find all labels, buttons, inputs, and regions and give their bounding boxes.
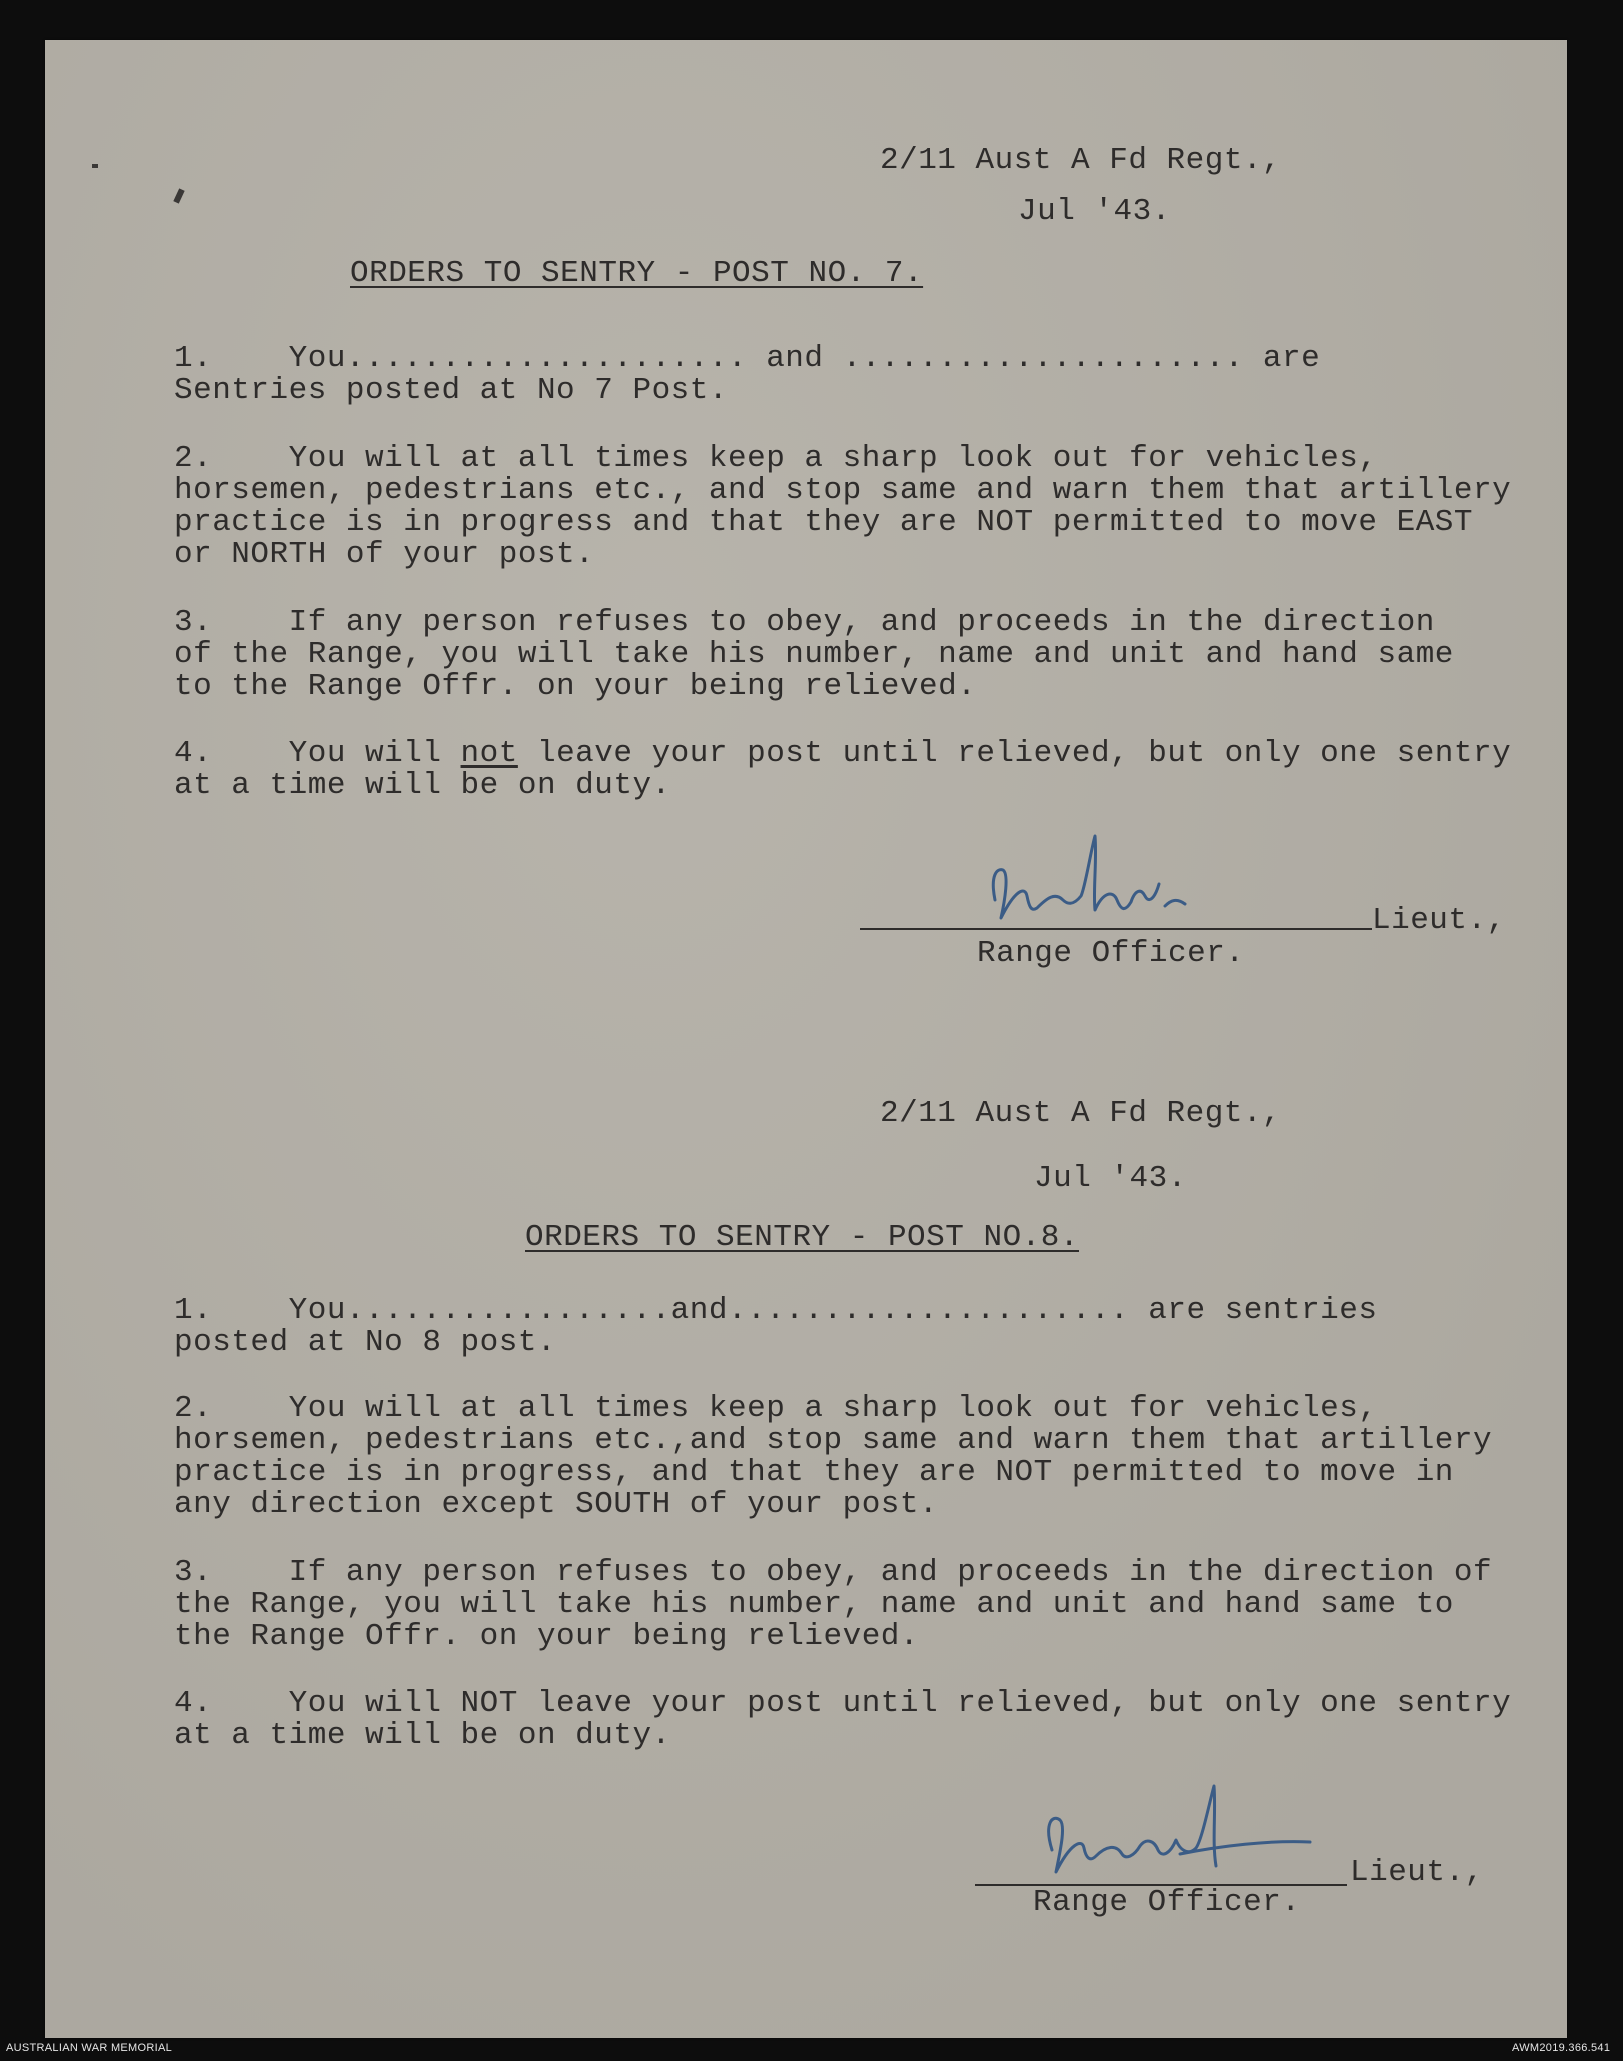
order7-rank: Lieut., [1372,903,1506,938]
order7-para4 [174,738,1594,802]
paper-speck [92,164,98,168]
order7-para4-emphasis: not [460,736,518,771]
paper-speck [173,188,184,203]
order8-para2: 2. You will at all times keep a sharp look out for vehicles, horsemen, pedestrians etc.,and stop same and warn them that artillery practice is in progress, and that they are NOT permitted to move in any direction except SOUTH of your post. [174,1391,1493,1522]
footer-catalogue-id: AWM2019.366.541 [1512,2042,1611,2054]
order7-title: ORDERS TO SENTRY - POST NO. 7. [350,256,924,291]
order7-para1-line1: 1. You..................... and ..................... are [174,341,1321,376]
order7-para1-line2: Sentries posted at No 7 Post. [174,373,728,408]
order8-role: Range Officer. [1033,1885,1301,1920]
order8-para4: 4. You will NOT leave your post until relieved, but only one sentry at a time will be on duty. [174,1686,1512,1753]
order7-para2: 2. You will at all times keep a sharp look out for vehicles, horsemen, pedestrians etc., and stop same and warn them that artillery practice is in progress and that they are NOT permitted to move EAST or NORTH of your post. [174,441,1512,572]
order8-signature-icon [1030,1780,1330,1890]
order8-title: ORDERS TO SENTRY - POST NO.8. [525,1220,1079,1255]
order7-para4-prefix: 4. You will [174,736,461,771]
order7-para4-rest: leave your post until relieved, but only one sentry at a time will be on duty. [174,736,1512,803]
order8-unit: 2/11 Aust A Fd Regt., [880,1096,1282,1131]
order7-signature-icon [975,830,1245,940]
footer-institution: AUSTRALIAN WAR MEMORIAL [6,2042,173,2054]
order7-para3: 3. If any person refuses to obey, and proceeds in the direction of the Range, you will take his number, name and unit and hand same to the Range Offr. on your being relieved. [174,605,1454,704]
order8-para1: 1. You.................and..................... are sentries posted at No 8 post. [174,1293,1378,1360]
order7-role: Range Officer. [977,936,1245,971]
order8-date: Jul '43. [1034,1161,1187,1196]
order7-unit: 2/11 Aust A Fd Regt., [880,143,1282,178]
order8-rank: Lieut., [1350,1855,1484,1890]
order7-date: Jul '43. [1018,194,1171,229]
order8-para3: 3. If any person refuses to obey, and proceeds in the direction of the Range, you will take his number, name and unit and hand same to the Range Offr. on your being relieved. [174,1555,1493,1654]
